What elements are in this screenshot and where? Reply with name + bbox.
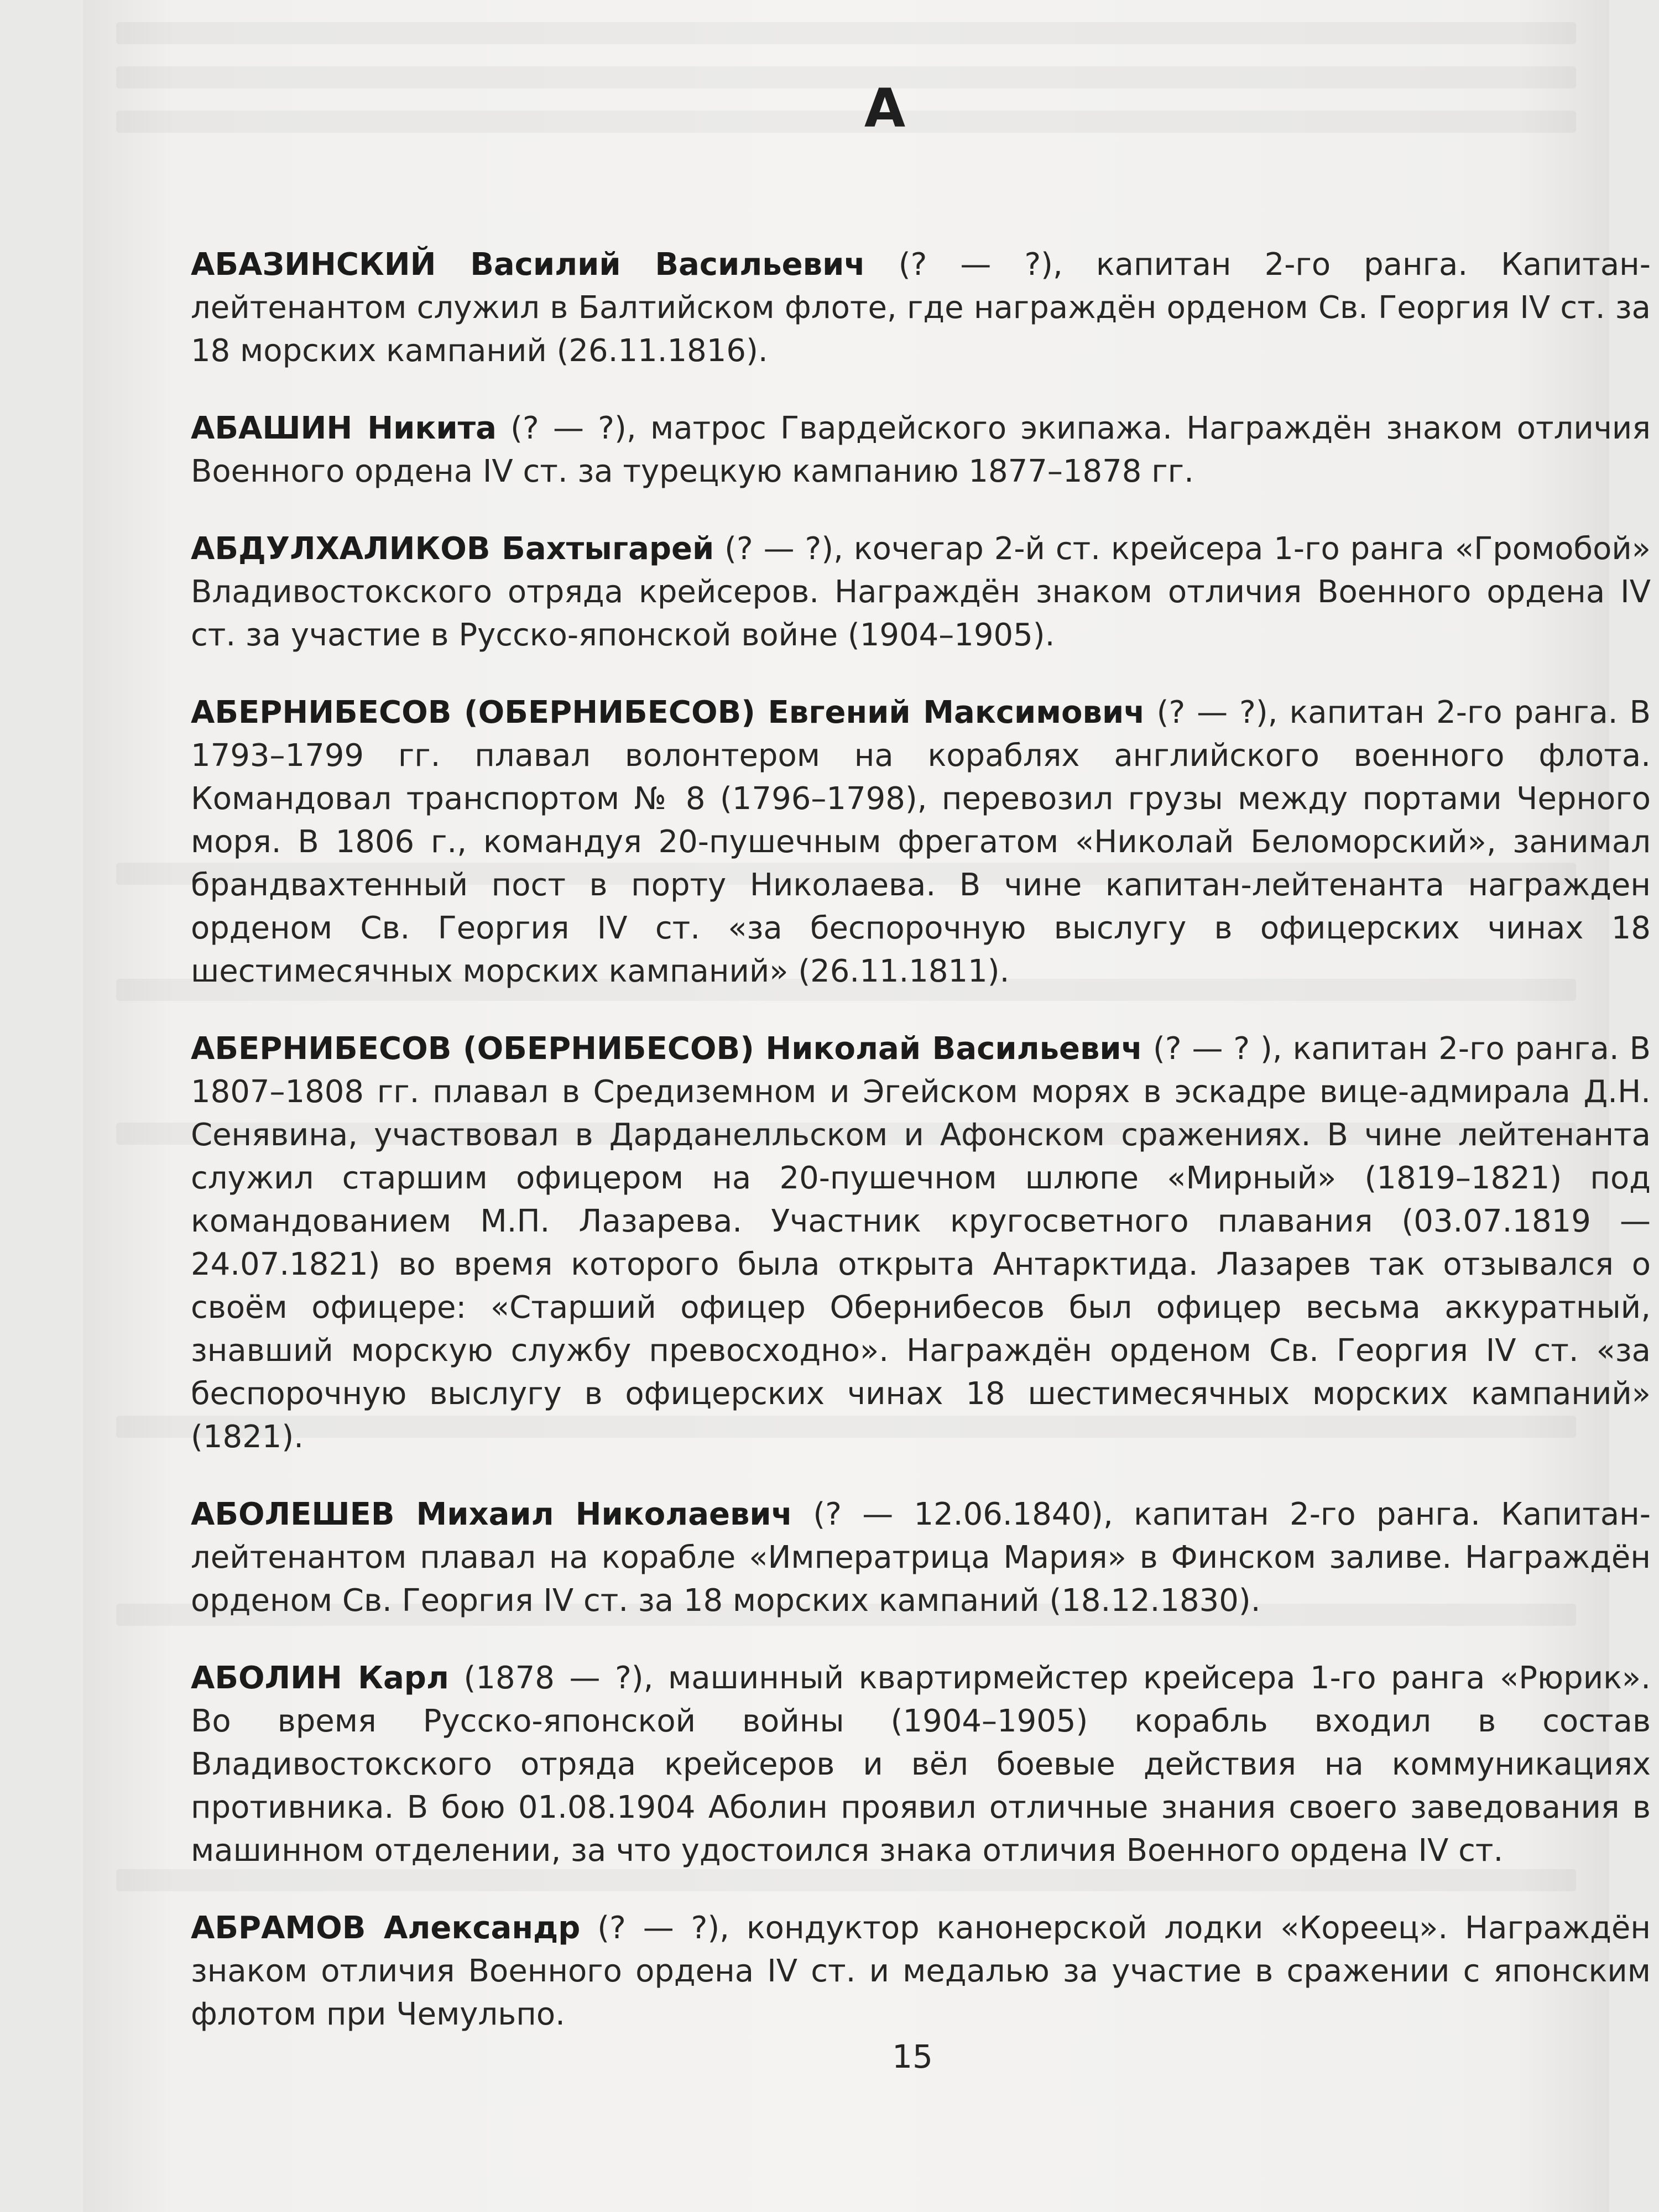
entry [191,1493,1651,1623]
entry-name: АБДУЛХАЛИКОВ Бахтыгарей [191,531,714,567]
entry-name: АБЕРНИБЕСОВ (ОБЕРНИБЕСОВ) Евгений Максимович [191,695,1145,731]
page-number: 15 [892,2038,933,2075]
entry-name: АБЕРНИБЕСОВ (ОБЕРНИБЕСОВ) Николай Васильевич [191,1031,1143,1067]
entry-name: АБАЗИНСКИЙ Василий Васильевич [191,247,865,283]
entry-name: АБОЛИН Карл [191,1660,449,1696]
section-letter: А [864,77,906,139]
entry-text: (1878 — ?), машинный квартирмейстер крейсера 1-го ранга «Рюрик». Во время Русско-японской войны (1904–1905) корабль входил в состав Владивостокского отряда крейсеров и вёл боевые действия на коммуникациях противника. В бою 01.08.1904 Аболин проявил отличные знания своего заведования в машинном отделении, за что удостоился знака отличия Военного ордена IV ст. [191,1660,1651,1869]
entry [191,528,1651,657]
entry-text: (? — ?), капитан 2-го ранга. В 1793–1799 гг. плавал волонтером на кораблях английского военного флота. Командовал транспортом № 8 (1796–1798), перевозил грузы между портами Черного моря. В 1806 г., командуя 20-пушечным фрегатом «Николай Беломорский», занимал брандвахтенный пост в порту Николаева. В чине капитан-лейтенанта награжден орденом Св. Георгия IV ст. «за беспорочную выслугу в офицерских чинах 18 шестимесячных морских кампаний» (26.11.1811). [191,695,1651,989]
entry-text: (? — ? ), капитан 2-го ранга. В 1807–1808 гг. плавал в Средиземном и Эгейском морях в эскадре вице-адмирала Д.Н. Сенявина, участвовал в Дарданелльском и Афонском сражениях. В чине лейтенанта служил старшим офицером на 20-пушечном шлюпе «Мирный» (1819–1821) под командованием М.П. Лазарева. Участник кругосветного плавания (03.07.1819 — 24.07.1821) во время которого была открыта Антарктида. Лазарев так отзывался о своём офицере: «Старший офицер Обернибесов был офицер весьма аккуратный, знавший морскую службу превосходно». Награждён орденом Св. Георгия IV ст. «за беспорочную выслугу в офицерских чинах 18 шестимесячных морских кампаний» (1821). [191,1031,1651,1455]
entry [191,243,1651,373]
entry-text: (? — 12.06.1840), капитан 2-го ранга. Капитан-лейтенантом плавал на корабле «Императрица Мария» в Финском заливе. Награждён орденом Св. Георгия IV ст. за 18 морских кампаний (18.12.1830). [191,1496,1651,1619]
entry-text: (? — ?), кочегар 2-й ст. крейсера 1-го ранга «Громобой» Владивостокского отряда крейсеров. Награждён знаком отличия Военного ордена IV ст. за участие в Русско-японской войне (1904–1905). [191,531,1651,653]
entry-text: (? — ?), капитан 2-го ранга. Капитан-лейтенантом служил в Балтийском флоте, где награждён орденом Св. Георгия IV ст. за 18 морских кампаний (26.11.1816). [191,247,1651,369]
book-page [83,0,1651,2212]
entry [191,1907,1651,2036]
entry-name: АБОЛЕШЕВ Михаил Николаевич [191,1496,793,1532]
entry [191,691,1651,993]
entry [191,407,1651,493]
entry-text: (? — ?), матрос Гвардейского экипажа. Награждён знаком отличия Военного ордена IV ст. за турецкую кампанию 1877–1878 гг. [191,410,1651,489]
entry [191,1027,1651,1459]
entry-text: (? — ?), кондуктор канонерской лодки «Кореец». Награждён знаком отличия Военного ордена IV ст. и медалью за участие в сражении с японским флотом при Чемульпо. [191,1910,1651,2032]
entry [191,1657,1651,1872]
entry-name: АБАШИН Никита [191,410,497,446]
entry-list [191,243,1651,2070]
bleed-through-shadow [116,22,1576,44]
entry-name: АБРАМОВ Александр [191,1910,581,1946]
